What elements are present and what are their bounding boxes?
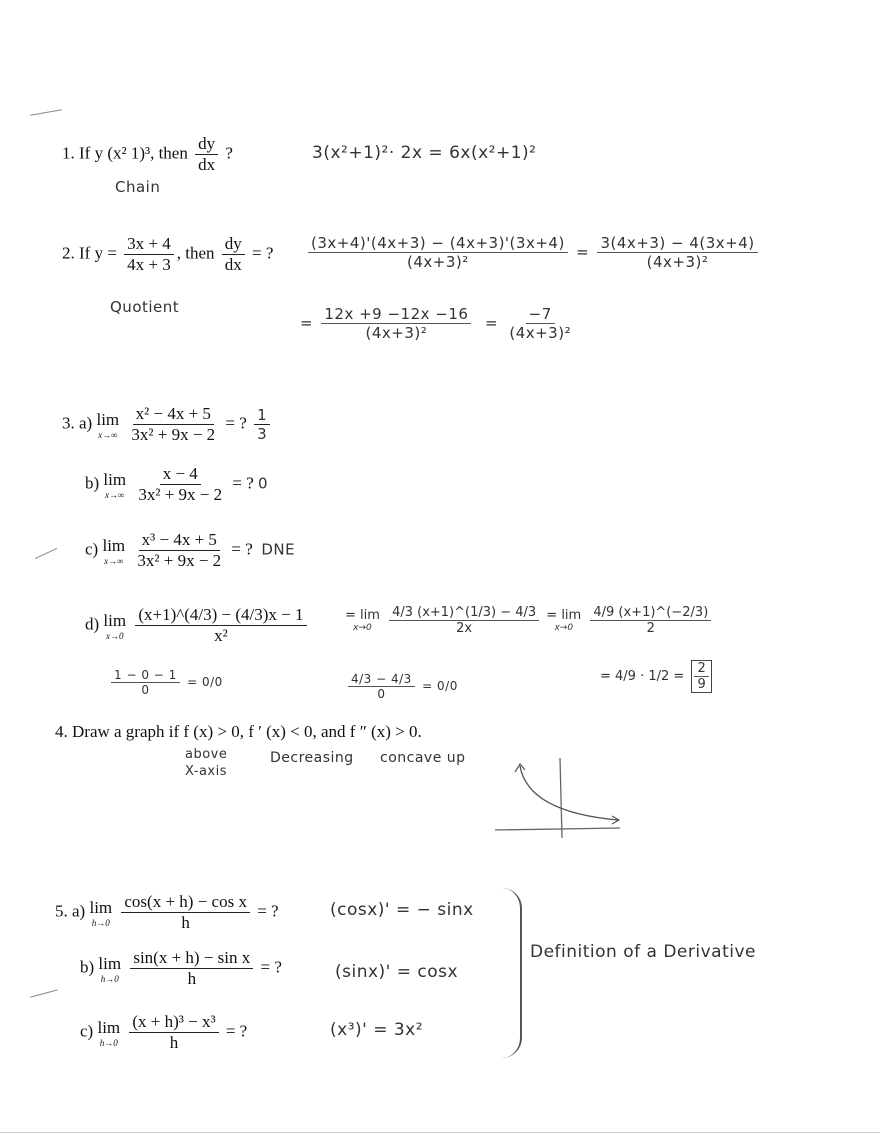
q4-note-decreasing: Decreasing bbox=[270, 750, 354, 766]
curly-brace bbox=[500, 888, 522, 1058]
check-result: = 0/0 bbox=[422, 679, 458, 693]
check-num: 4/3 − 4/3 bbox=[348, 672, 415, 687]
lim: lim bbox=[97, 1017, 121, 1037]
lim: lim bbox=[96, 409, 120, 429]
q3d-work bbox=[345, 605, 714, 636]
then: , then bbox=[176, 243, 215, 263]
q3d-check1 bbox=[108, 668, 223, 697]
note-x-axis: X-axis bbox=[185, 764, 227, 779]
lim-sub: x→0 bbox=[353, 623, 372, 633]
dy: dy bbox=[222, 234, 245, 255]
q5b-answer: (sinx)' = cosx bbox=[335, 962, 459, 982]
lim: = lim bbox=[345, 608, 380, 623]
question-5a bbox=[55, 892, 279, 933]
ask: = ? bbox=[257, 901, 279, 921]
equals: = bbox=[300, 314, 314, 332]
step3-den: (4x+3)² bbox=[365, 324, 428, 342]
lim: lim bbox=[89, 897, 113, 917]
numerator: cos(x + h) − cos x bbox=[121, 892, 250, 913]
lim: lim bbox=[103, 610, 127, 630]
equals: = bbox=[576, 243, 590, 261]
q3d-result bbox=[600, 660, 715, 693]
lim: lim bbox=[98, 953, 122, 973]
final-num: 2 bbox=[694, 661, 708, 677]
check-num: 1 − 0 − 1 bbox=[111, 668, 180, 683]
denominator: 3x² + 9x − 2 bbox=[138, 485, 223, 504]
final-den: 9 bbox=[697, 677, 706, 692]
question-2 bbox=[62, 234, 273, 275]
question-5c bbox=[80, 1012, 247, 1053]
answer-den: 3 bbox=[257, 425, 268, 443]
denominator: h bbox=[181, 913, 190, 932]
lim: lim bbox=[103, 469, 127, 489]
denominator: h bbox=[187, 969, 197, 988]
check-result: = 0/0 bbox=[187, 675, 223, 689]
dy: dy bbox=[195, 134, 218, 155]
q5a-answer: (cosx)' = − sinx bbox=[330, 900, 474, 920]
q4-note-above bbox=[185, 746, 227, 780]
question-1 bbox=[62, 134, 233, 175]
lim-sub: x→∞ bbox=[104, 555, 124, 566]
label: 3. a) bbox=[62, 413, 93, 433]
step1-num: (3x+4)'(4x+3) − (4x+3)'(3x+4) bbox=[308, 234, 568, 253]
answer-num: 1 bbox=[254, 406, 270, 425]
q5-note: Definition of a Derivative bbox=[530, 942, 756, 962]
lim-sub: x→∞ bbox=[98, 429, 118, 440]
q5c-answer: (x³)' = 3x² bbox=[330, 1020, 424, 1040]
scan-mark bbox=[35, 548, 57, 559]
ask: = ? bbox=[260, 957, 282, 977]
label: 5. a) bbox=[55, 901, 86, 921]
check-den: 0 bbox=[141, 683, 150, 697]
lim: = lim bbox=[546, 608, 582, 623]
question-4: 4. Draw a graph if f (x) > 0, f ′ (x) < 0, and f ″ (x) > 0. bbox=[55, 722, 422, 741]
numerator: sin(x + h) − sin x bbox=[130, 948, 253, 969]
q2-step3 bbox=[300, 305, 577, 342]
question-3d bbox=[85, 605, 310, 646]
numerator: (x+1)^(4/3) − (4/3)x − 1 bbox=[135, 605, 306, 626]
numerator: x³ − 4x + 5 bbox=[139, 530, 220, 551]
denominator: h bbox=[169, 1033, 179, 1052]
lim-sub: h→0 bbox=[91, 917, 110, 928]
ask: = ? bbox=[225, 1021, 248, 1041]
q3d-check2 bbox=[345, 672, 458, 701]
step4-den: (4x+3)² bbox=[509, 324, 572, 342]
question-5b bbox=[80, 948, 282, 989]
scan-mark bbox=[30, 109, 62, 116]
q4-note-concave: concave up bbox=[380, 750, 466, 766]
denominator: 3x² + 9x − 2 bbox=[137, 551, 222, 570]
y-denominator: 4x + 3 bbox=[127, 255, 171, 274]
numerator: x² − 4x + 5 bbox=[133, 404, 214, 425]
answer: DNE bbox=[261, 540, 296, 559]
denominator: x² bbox=[214, 626, 228, 645]
denominator: 3x² + 9x − 2 bbox=[131, 425, 216, 444]
q4-graph bbox=[490, 750, 630, 840]
note-above: above bbox=[185, 747, 228, 762]
step1-den: (4x+3)² bbox=[407, 253, 469, 271]
equals: = bbox=[484, 314, 499, 332]
y-numerator: 3x + 4 bbox=[124, 234, 174, 255]
lim-sub: x→∞ bbox=[105, 489, 125, 500]
step1-den: 2x bbox=[456, 621, 473, 636]
numerator: x − 4 bbox=[160, 464, 201, 485]
question-3b bbox=[85, 464, 268, 505]
scan-mark bbox=[30, 989, 57, 997]
ask: = ? bbox=[231, 539, 253, 559]
q2-ask: = ? bbox=[252, 243, 274, 263]
question-3a bbox=[62, 404, 273, 445]
label: d) bbox=[85, 614, 100, 634]
step2-num: 3(4x+3) − 4(3x+4) bbox=[597, 234, 757, 253]
label: b) bbox=[85, 473, 100, 493]
lim-sub: x→0 bbox=[106, 630, 124, 641]
lim-sub: h→0 bbox=[100, 973, 119, 984]
label: c) bbox=[85, 539, 99, 559]
x-axis bbox=[495, 828, 620, 830]
dx: dx bbox=[198, 155, 216, 174]
step1-num: 4/3 (x+1)^(1/3) − 4/3 bbox=[389, 605, 539, 621]
q1-note: Chain bbox=[115, 178, 161, 196]
lim: lim bbox=[102, 535, 126, 555]
lim-sub: h→0 bbox=[99, 1037, 118, 1048]
q1-prompt: 1. If y (x² 1)³, then bbox=[62, 143, 188, 163]
q1-ask: ? bbox=[225, 143, 233, 163]
label: b) bbox=[80, 957, 95, 977]
step2-den: (4x+3)² bbox=[646, 253, 709, 271]
q2-prompt: 2. If y = bbox=[62, 243, 117, 263]
label: c) bbox=[80, 1021, 94, 1041]
step3: = 4/9 · 1/2 = bbox=[600, 669, 685, 684]
decreasing-concave-up-curve bbox=[520, 766, 618, 820]
numerator: (x + h)³ − x³ bbox=[129, 1012, 218, 1033]
answer: 0 bbox=[258, 474, 269, 493]
y-axis bbox=[560, 758, 562, 838]
q2-note: Quotient bbox=[110, 298, 180, 316]
ask: = ? bbox=[232, 473, 254, 493]
check-den: 0 bbox=[377, 687, 386, 701]
step3-num: 12x +9 −12x −16 bbox=[321, 305, 471, 324]
ask: = ? bbox=[225, 413, 247, 433]
page-edge bbox=[0, 1132, 880, 1133]
final-answer bbox=[691, 660, 711, 693]
step2-den: 2 bbox=[646, 621, 655, 636]
dx: dx bbox=[224, 255, 242, 274]
lim-sub: x→0 bbox=[554, 623, 574, 633]
q2-step1 bbox=[305, 234, 761, 271]
step2-num: 4/9 (x+1)^(−2/3) bbox=[590, 605, 711, 621]
step4-num: −7 bbox=[526, 305, 555, 324]
q1-answer: 3(x²+1)²· 2x = 6x(x²+1)² bbox=[312, 143, 537, 163]
question-3c bbox=[85, 530, 295, 571]
